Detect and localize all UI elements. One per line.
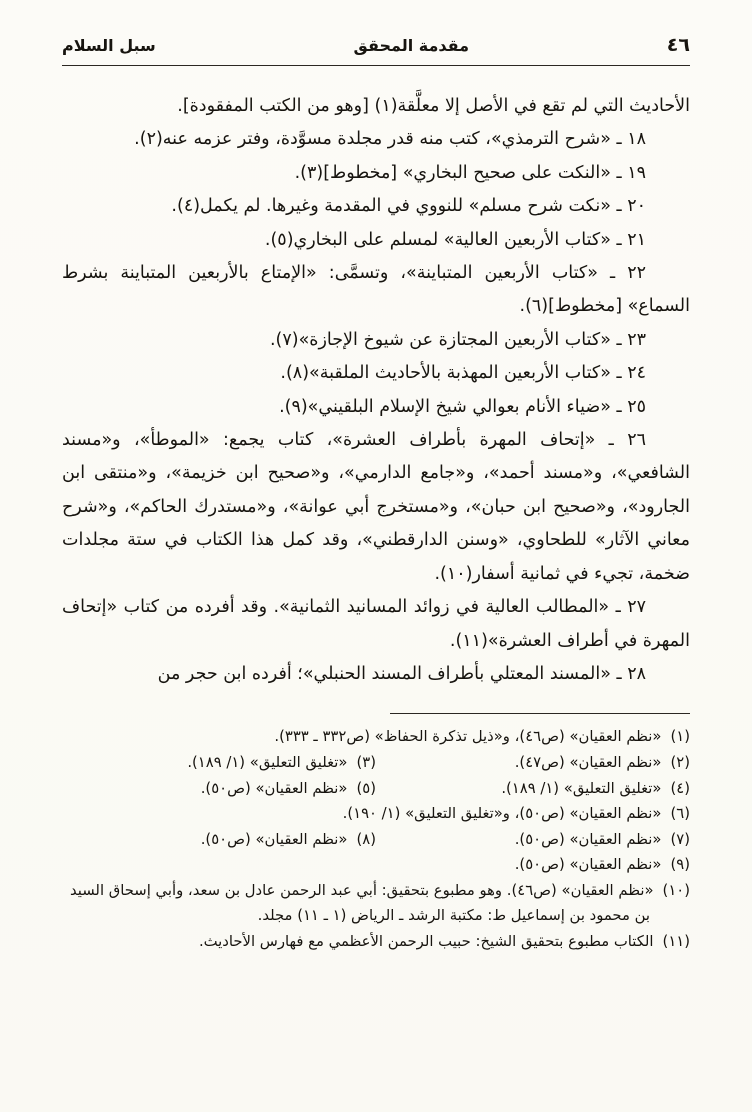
list-item-24: ٢٤ ـ «كتاب الأربعين المهذبة بالأحاديث الملقبة»(٨). (280, 363, 646, 384)
footnote-text: «نظم العقيان» (ص٤٦). وهو مطبوع بتحقيق: أبي عبد الرحمن عادل بن سعد، وأبي إسحاق السيد بن محمود بن إسماعيل ط: مكتبة الرشد ـ الرياض (١ ـ ١١) مجلد. (70, 881, 654, 925)
footnote-text: «نظم العقيان» (ص٤٦)، و«ذيل تذكرة الحفاظ» (ص٣٣٢ ـ ٣٣٣). (274, 728, 662, 746)
body-text (62, 90, 690, 691)
footnote-7 (376, 827, 690, 853)
footnote-number: (١١) (662, 933, 690, 951)
footnote-text: «نظم العقيان» (ص٤٧). (514, 753, 662, 771)
footnote-number: (١٠) (662, 881, 690, 899)
list-item-18: ١٨ ـ «شرح الترمذي»، كتب منه قدر مجلدة مسوَّدة، وفتر عزمه عنه(٢). (134, 129, 646, 150)
footnote-text: «نظم العقيان» (ص٥٠). (200, 830, 348, 848)
footnotes-section (62, 713, 690, 954)
footnote-number: (٧) (670, 830, 690, 848)
footnote-row (62, 750, 690, 776)
footnote-text: «نظم العقيان» (ص٥٠). (514, 830, 662, 848)
list-item-19: ١٩ ـ «النكت على صحيح البخاري» [مخطوط](٣). (294, 162, 646, 183)
footnote-1 (62, 724, 690, 750)
footnote-number: (٤) (670, 779, 690, 797)
footnote-number: (٣) (356, 753, 376, 771)
page-number: ٤٦ (666, 34, 690, 56)
list-item-20: ٢٠ ـ «نكت شرح مسلم» للنووي في المقدمة وغيرها. لم يكمل(٤). (171, 196, 646, 217)
footnote-separator (390, 713, 690, 714)
footnote-row (62, 724, 690, 750)
footnote-10 (62, 878, 690, 929)
footnote-row (62, 929, 690, 955)
list-item-28: ٢٨ ـ «المسند المعتلي بأطراف المسند الحنبلي»؛ أفرده ابن حجر من (157, 663, 646, 684)
footnote-text: «تغليق التعليق» (١/ ١٨٩). (501, 779, 662, 797)
chapter-title: مقدمة المحقق (353, 36, 470, 55)
footnote-number: (٩) (670, 856, 690, 874)
footnote-5 (62, 776, 376, 802)
footnote-number: (٨) (356, 830, 376, 848)
footnote-6 (62, 801, 690, 827)
footnote-text: «تغليق التعليق» (١/ ١٨٩). (187, 753, 348, 771)
footnote-row (62, 878, 690, 929)
footnote-number: (١) (670, 728, 690, 746)
page-header (62, 34, 690, 66)
list-item-26: ٢٦ ـ «إتحاف المهرة بأطراف العشرة»، كتاب يجمع: «الموطأ»، و«مسند الشافعي»، و«مسند أحمد»، و«جامع الدارمي»، و«صحيح ابن خزيمة»، و«منتقى ابن الجارود»، و«صحيح ابن حبان»، و«مستخرج أبي عوانة»، و«مستدرك الحاكم»، و«شرح معاني الآثار» للطحاوي، «وسنن الدارقطني»، وقد كمل هذا الكتاب في ستة مجلدات ضخمة، تجيء في ثمانية أسفار(١٠). (62, 430, 690, 584)
footnote-number: (٦) (670, 805, 690, 823)
list-item-21: ٢١ ـ «كتاب الأربعين العالية» لمسلم على البخاري(٥). (264, 229, 646, 250)
book-title: سبل السلام (62, 36, 156, 55)
footnote-number: (٢) (670, 753, 690, 771)
list-item-25: ٢٥ ـ «ضياء الأنام بعوالي شيخ الإسلام البلقيني»(٩). (279, 396, 646, 417)
footnote-row (62, 852, 690, 878)
footnote-11 (62, 929, 690, 955)
list-item-27: ٢٧ ـ «المطالب العالية في زوائد المسانيد الثمانية». وقد أفرده من كتاب «إتحاف المهرة في أطراف العشرة»(١١). (62, 597, 690, 651)
footnote-row (62, 827, 690, 853)
list-item-23: ٢٣ ـ «كتاب الأربعين المجتازة عن شيوخ الإجازة»(٧). (269, 329, 646, 350)
footnote-text: «نظم العقيان» (ص٥٠). (200, 779, 348, 797)
footnote-text: الكتاب مطبوع بتحقيق الشيخ: حبيب الرحمن الأعظمي مع فهارس الأحاديث. (198, 933, 654, 951)
footnote-2 (376, 750, 690, 776)
footnote-text: «نظم العقيان» (ص٥٠). (514, 856, 662, 874)
footnote-9 (62, 852, 690, 878)
list-item-22: ٢٢ ـ «كتاب الأربعين المتباينة»، وتسمَّى: «الإمتاع بالأربعين المتباينة بشرط السماع» [مخطوط](٦). (62, 263, 690, 317)
footnote-3 (62, 750, 376, 776)
footnote-8 (62, 827, 376, 853)
paragraph-continuation: الأحاديث التي لم تقع في الأصل إلا معلَّقة(١) [وهو من الكتب المفقودة]. (177, 96, 690, 116)
footnote-text: «نظم العقيان» (ص٥٠)، و«تغليق التعليق» (١/ ١٩٠). (342, 805, 662, 823)
footnote-row (62, 801, 690, 827)
footnote-row (62, 776, 690, 802)
footnote-number: (٥) (356, 779, 376, 797)
footnote-4 (376, 776, 690, 802)
